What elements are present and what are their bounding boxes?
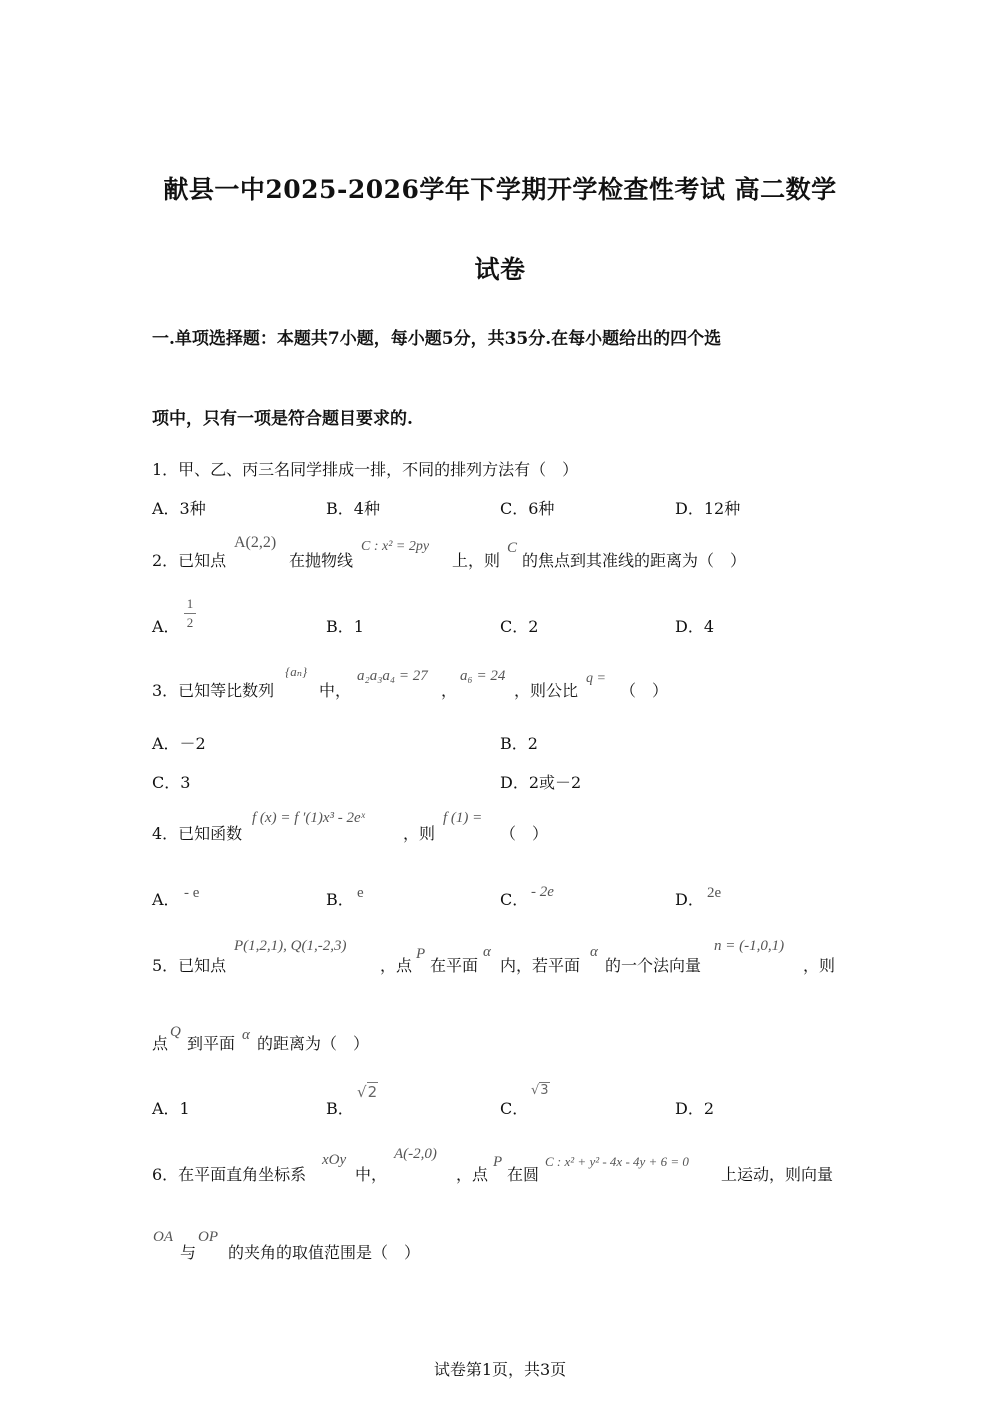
q5-points: P(1,2,1), Q(1,-2,3) xyxy=(234,938,347,954)
question-5-text-5: 的一个法向量 xyxy=(605,956,702,975)
section-heading-continued: 项中，只有一项是符合题目要求的. xyxy=(152,409,413,429)
q5-plane-alpha-3: α xyxy=(242,1027,250,1043)
question-5-text-3: 在平面 xyxy=(430,956,479,975)
q5-option-c-label: C． xyxy=(500,1099,529,1118)
q4-option-d-label: D． xyxy=(675,890,704,909)
page-footer: 试卷第1页，共3页 xyxy=(433,1360,567,1379)
q2-parabola-equation: C : x² = 2py xyxy=(361,539,430,554)
q5-plane-alpha: α xyxy=(483,944,491,960)
q6-vector-oa: OA xyxy=(153,1229,173,1245)
q3-option-b: B．2 xyxy=(500,734,538,753)
question-5-text-4: 内，若平面 xyxy=(500,956,581,975)
q2-option-a-label: A． xyxy=(152,617,180,636)
question-5-text-6: ，则 xyxy=(803,956,836,975)
question-6-text-4: 在圆 xyxy=(507,1165,540,1184)
q1-option-b: B．4种 xyxy=(326,499,380,518)
q6-coordinate-system: xOy xyxy=(322,1152,347,1168)
question-6-text-5: 上运动，则向量 xyxy=(721,1165,834,1184)
q4-option-c-label: C． xyxy=(500,890,529,909)
question-5-line2-text-1: 点 xyxy=(152,1034,169,1053)
question-5-text-2: ，点 xyxy=(380,956,413,975)
question-5-line2-text-2: 到平面 xyxy=(187,1034,236,1053)
question-6-line2-text-1: 与 xyxy=(180,1243,197,1262)
q2-option-c: C．2 xyxy=(500,617,539,636)
q4-option-d-value: 2e xyxy=(707,885,722,901)
question-4-text-3: （ ） xyxy=(500,824,549,843)
question-4-text-1: 4．已知函数 xyxy=(152,824,243,843)
q5-option-d: D．2 xyxy=(675,1099,715,1118)
q6-point-a: A(-2,0) xyxy=(394,1146,437,1162)
question-3-text-4: ，则公比 xyxy=(514,681,579,700)
fraction-bar xyxy=(184,613,196,614)
page-title: 献县一中2025-2026学年下学期开学检查性考试 高二数学 xyxy=(163,175,837,204)
question-4-text-2: ，则 xyxy=(403,824,436,843)
question-2-text-2: 在抛物线 xyxy=(289,551,354,570)
q5-point-p: P xyxy=(416,946,426,962)
q5-normal-vector: n = (-1,0,1) xyxy=(714,938,785,954)
q2-option-a-fraction xyxy=(184,596,196,631)
q2-point-a: A(2,2) xyxy=(234,534,277,551)
fraction-denominator: 2 xyxy=(186,615,194,630)
q4-option-a-value: - e xyxy=(184,885,200,901)
q6-vector-op: OP xyxy=(198,1229,218,1245)
question-6-text-3: ，点 xyxy=(456,1165,489,1184)
q4-option-a-label: A． xyxy=(152,890,180,909)
q1-option-d: D．12种 xyxy=(675,499,741,518)
q2-symbol-c: C xyxy=(507,540,518,556)
q4-option-c-value: - 2e xyxy=(531,884,554,900)
q6-point-p: P xyxy=(493,1154,503,1170)
q3-option-d: D．2或－2 xyxy=(500,773,582,792)
question-2-text-1: 2．已知点 xyxy=(152,551,227,570)
q5-point-q: Q xyxy=(170,1024,181,1040)
q3-ratio-symbol: q = xyxy=(586,671,606,686)
fraction-numerator: 1 xyxy=(186,596,194,611)
q3-option-a: A．－2 xyxy=(152,734,206,753)
question-5-text-1: 5．已知点 xyxy=(152,956,227,975)
q2-option-b: B．1 xyxy=(326,617,364,636)
question-3-text-5: （ ） xyxy=(620,681,669,700)
question-2-text-4: 的焦点到其准线的距离为（ ） xyxy=(522,551,747,570)
q5-option-a: A．1 xyxy=(152,1099,190,1118)
q4-f1-expression: f (1) = xyxy=(443,810,483,826)
q3-a6-condition: a₆ = 24 xyxy=(460,668,506,684)
question-5-line2-text-3: 的距离为（ ） xyxy=(257,1034,370,1053)
question-2-text-3: 上，则 xyxy=(452,551,501,570)
question-6-text-1: 6．在平面直角坐标系 xyxy=(152,1165,307,1184)
question-6-text-2: 中， xyxy=(355,1165,388,1184)
q1-option-c: C．6种 xyxy=(500,499,555,518)
q5-plane-alpha-2: α xyxy=(590,944,598,960)
q3-product-condition: a₂a₃a₄ = 27 xyxy=(357,668,428,684)
q4-function-definition: f (x) = f ′(1)x³ - 2eˣ xyxy=(252,810,365,826)
q6-circle-equation: C : x² + y² - 4x - 4y + 6 = 0 xyxy=(545,1154,689,1169)
q1-option-a: A．3种 xyxy=(152,499,206,518)
q5-option-b-sqrt: √2 xyxy=(357,1083,378,1101)
question-1-stem: 1．甲、乙、丙三名同学排成一排，不同的排列方法有（ ） xyxy=(152,460,579,479)
question-3-text-2: 中， xyxy=(319,681,352,700)
question-3-text-1: 3．已知等比数列 xyxy=(152,681,275,700)
q3-sequence: {aₙ} xyxy=(285,664,308,679)
question-3-text-3: ， xyxy=(441,681,458,700)
radicand: 3 xyxy=(540,1083,549,1098)
question-6-line2-text-2: 的夹角的取值范围是（ ） xyxy=(228,1243,421,1262)
q5-option-c-sqrt: √3 xyxy=(531,1083,549,1098)
radicand: 2 xyxy=(367,1083,378,1101)
q4-option-b-value: e xyxy=(357,885,364,901)
q5-option-b-label: B． xyxy=(326,1099,354,1118)
section-heading: 一.单项选择题：本题共7小题，每小题5分，共35分.在每小题给出的四个选 xyxy=(152,329,722,349)
q4-option-b-label: B． xyxy=(326,890,354,909)
page-title-continued: 试卷 xyxy=(474,255,526,284)
q3-option-c: C．3 xyxy=(152,773,191,792)
q2-option-d: D．4 xyxy=(675,617,715,636)
